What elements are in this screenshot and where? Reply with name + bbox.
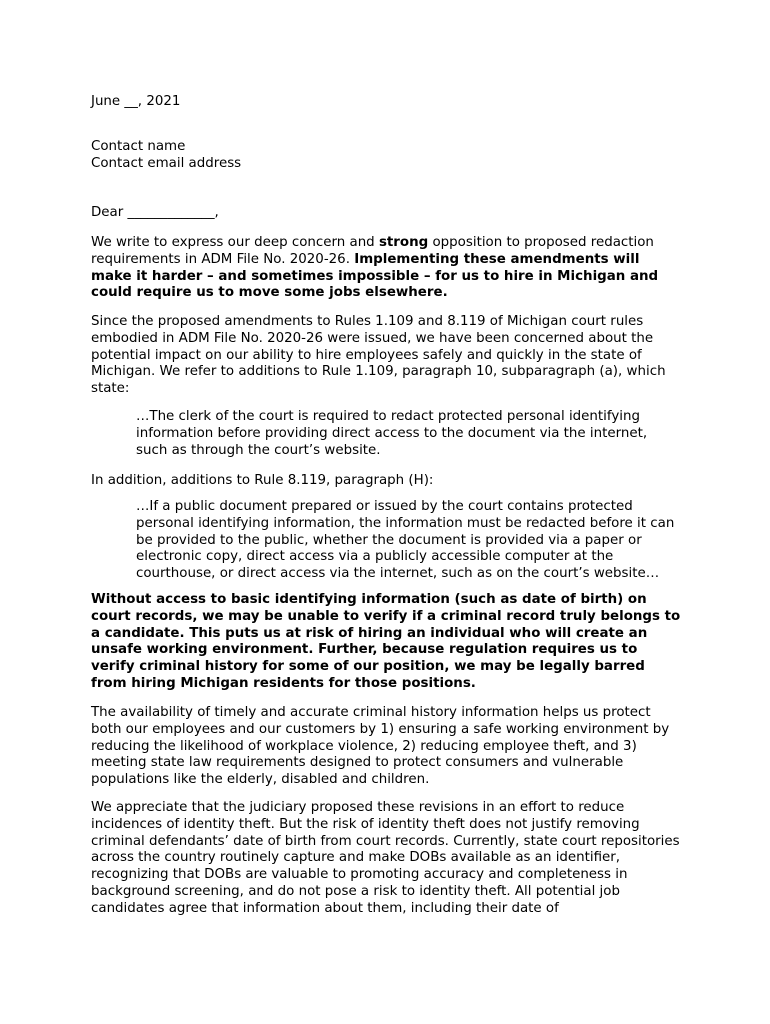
p1-text-c: opposition to proposed redaction requirements in ADM File No. 2020-26. [91, 235, 654, 267]
quote-rule-8119: …If a public document prepared or issued by the court contains protected personal identifying information, the information must be redacted before it can be provided to the public, whether the document is provided via a paper or electronic copy, direct access via a publicly accessible computer at the courthouse, or direct access via the internet, such as on the court’s website… [136, 499, 675, 582]
paragraph-3: In addition, additions to Rule 8.119, paragraph (H): [91, 473, 434, 488]
paragraph-5: The availability of timely and accurate criminal history information helps us protect both our employees and our customers by 1) ensuring a safe working environment by reducing the likelihood of workplace violence, 2) reducing employee theft, and 3) meeting state law requirements designed to protect consumers and vulnerable populations like the elderly, disabled and children. [91, 705, 670, 788]
paragraph-4: Without access to basic identifying information (such as date of birth) on court records, we may be unable to verify if a criminal record truly belongs to a candidate. This puts us at risk of hiring an individual who will create an unsafe working environment. Further, because regulation requires us to verify criminal history for some of our position, we may be legally barred from hiring Michigan residents for those positions. [91, 592, 681, 691]
letter-date: June __, 2021 [91, 94, 181, 109]
paragraph-6: We appreciate that the judiciary proposed these revisions in an effort to reduce incidences of identity theft. But the risk of identity theft does not justify removing criminal defendants’ date of birth from court records. Currently, state court repositories across the country routinely capture and make DOBs available as an identifier, recognizing that DOBs are valuable to promoting accuracy and completeness in background screening, and do not pose a risk to identity theft. All potential job candidates agree that information about them, including their date of [91, 800, 680, 916]
quote-rule-1109: …The clerk of the court is required to redact protected personal identifying information before providing direct access to the document via the internet, such as through the court’s website. [136, 409, 648, 458]
p1-bold-statement: Implementing these amendments will make it harder – and sometimes impossible – for us to hire in Michigan and could require us to move some jobs elsewhere. [91, 251, 659, 301]
p1-strong: strong [378, 235, 429, 250]
p1-text-a: We write to express our deep concern and [91, 235, 379, 250]
contact-email: Contact email address [91, 156, 242, 171]
paragraph-2: Since the proposed amendments to Rules 1.109 and 8.119 of Michigan court rules embodied in ADM File No. 2020-26 were issued, we have been concerned about the potential impact on our ability to hire employees safely and quickly in the state of Michigan. We refer to additions to Rule 1.109, paragraph 10, subparagraph (a), which state: [91, 314, 666, 397]
salutation: Dear _____________, [91, 205, 219, 220]
paragraph-1 [91, 235, 681, 302]
contact-name: Contact name [91, 139, 186, 154]
